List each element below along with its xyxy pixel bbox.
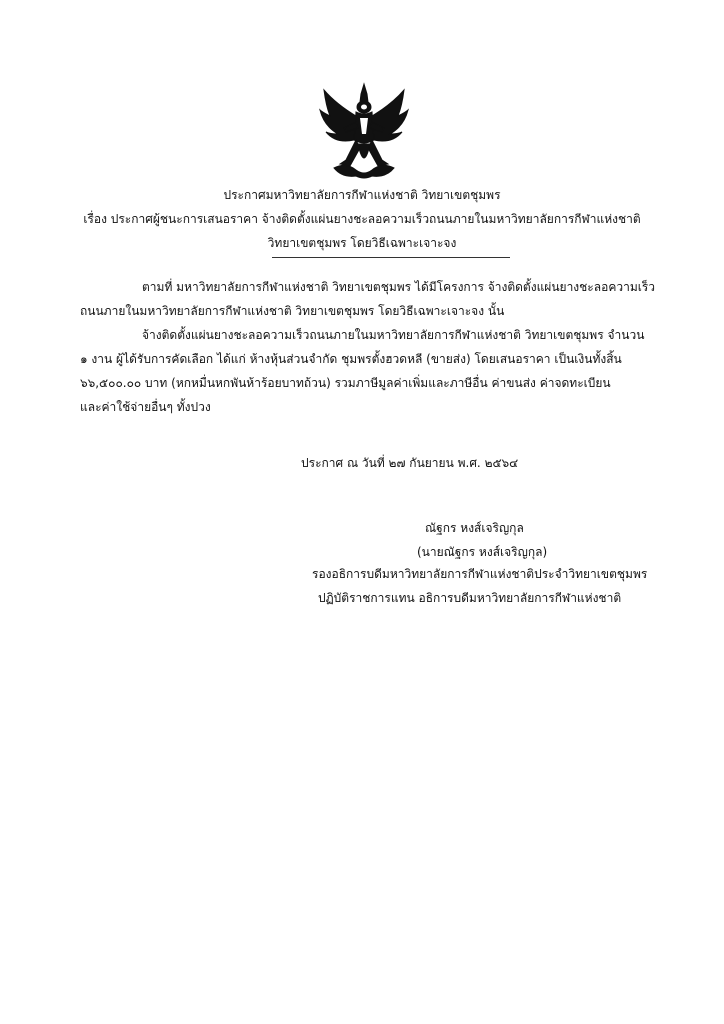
- paragraph-2-line-2: ๑ งาน ผู้ได้รับการคัดเลือก ได้แก่ ห้างหุ้นส่วนจำกัด ชุมพรตั้งฮวดหลี (ขายส่ง) โดยเสนอราคา เป็นเงินทั้งสิ้น: [80, 352, 622, 366]
- garuda-emblem-icon: [316, 82, 412, 182]
- announcement-title: ประกาศมหาวิทยาลัยการกีฬาแห่งชาติ วิทยาเขตชุมพร: [223, 188, 501, 202]
- announcement-date: ประกาศ ณ วันที่ ๒๗ กันยายน พ.ศ. ๒๕๖๔: [301, 456, 519, 470]
- paragraph-1-line-1: ตามที่ มหาวิทยาลัยการกีฬาแห่งชาติ วิทยาเขตชุมพร ได้มีโครงการ จ้างติดตั้งแผ่นยางชะลอความเร็ว: [142, 280, 656, 294]
- paragraph-2-line-1: จ้างติดตั้งแผ่นยางชะลอความเร็วถนนภายในมหาวิทยาลัยการกีฬาแห่งชาติ วิทยาเขตชุมพร จำนวน: [142, 328, 645, 342]
- subject-line-2: วิทยาเขตชุมพร โดยวิธีเฉพาะเจาะจง: [267, 236, 457, 250]
- paragraph-1-line-2: ถนนภายในมหาวิทยาลัยการกีฬาแห่งชาติ วิทยาเขตชุมพร โดยวิธีเฉพาะเจาะจง นั้น: [80, 304, 505, 318]
- subject-line-1: เรื่อง ประกาศผู้ชนะการเสนอราคา จ้างติดตั้งแผ่นยางชะลอความเร็วถนนภายในมหาวิทยาลัยการกีฬาแห่งชาติ: [83, 212, 641, 226]
- signer-name: ณัฐกร หงส์เจริญกุล: [425, 521, 524, 535]
- paragraph-2-line-4: และค่าใช้จ่ายอื่นๆ ทั้งปวง: [80, 400, 211, 414]
- signer-name-parenthesized: (นายณัฐกร หงส์เจริญกุล): [417, 545, 548, 559]
- signer-position: รองอธิการบดีมหาวิทยาลัยการกีฬาแห่งชาติประจำวิทยาเขตชุมพร: [312, 567, 648, 581]
- title-divider: [272, 257, 510, 258]
- signer-acting-for: ปฏิบัติราชการแทน อธิการบดีมหาวิทยาลัยการกีฬาแห่งชาติ: [318, 591, 622, 605]
- paragraph-2-line-3: ๖๖,๕๐๐.๐๐ บาท (หกหมื่นหกพันห้าร้อยบาทถ้วน) รวมภาษีมูลค่าเพิ่มและภาษีอื่น ค่าขนส่ง ค่าจดทะเบียน: [80, 376, 611, 390]
